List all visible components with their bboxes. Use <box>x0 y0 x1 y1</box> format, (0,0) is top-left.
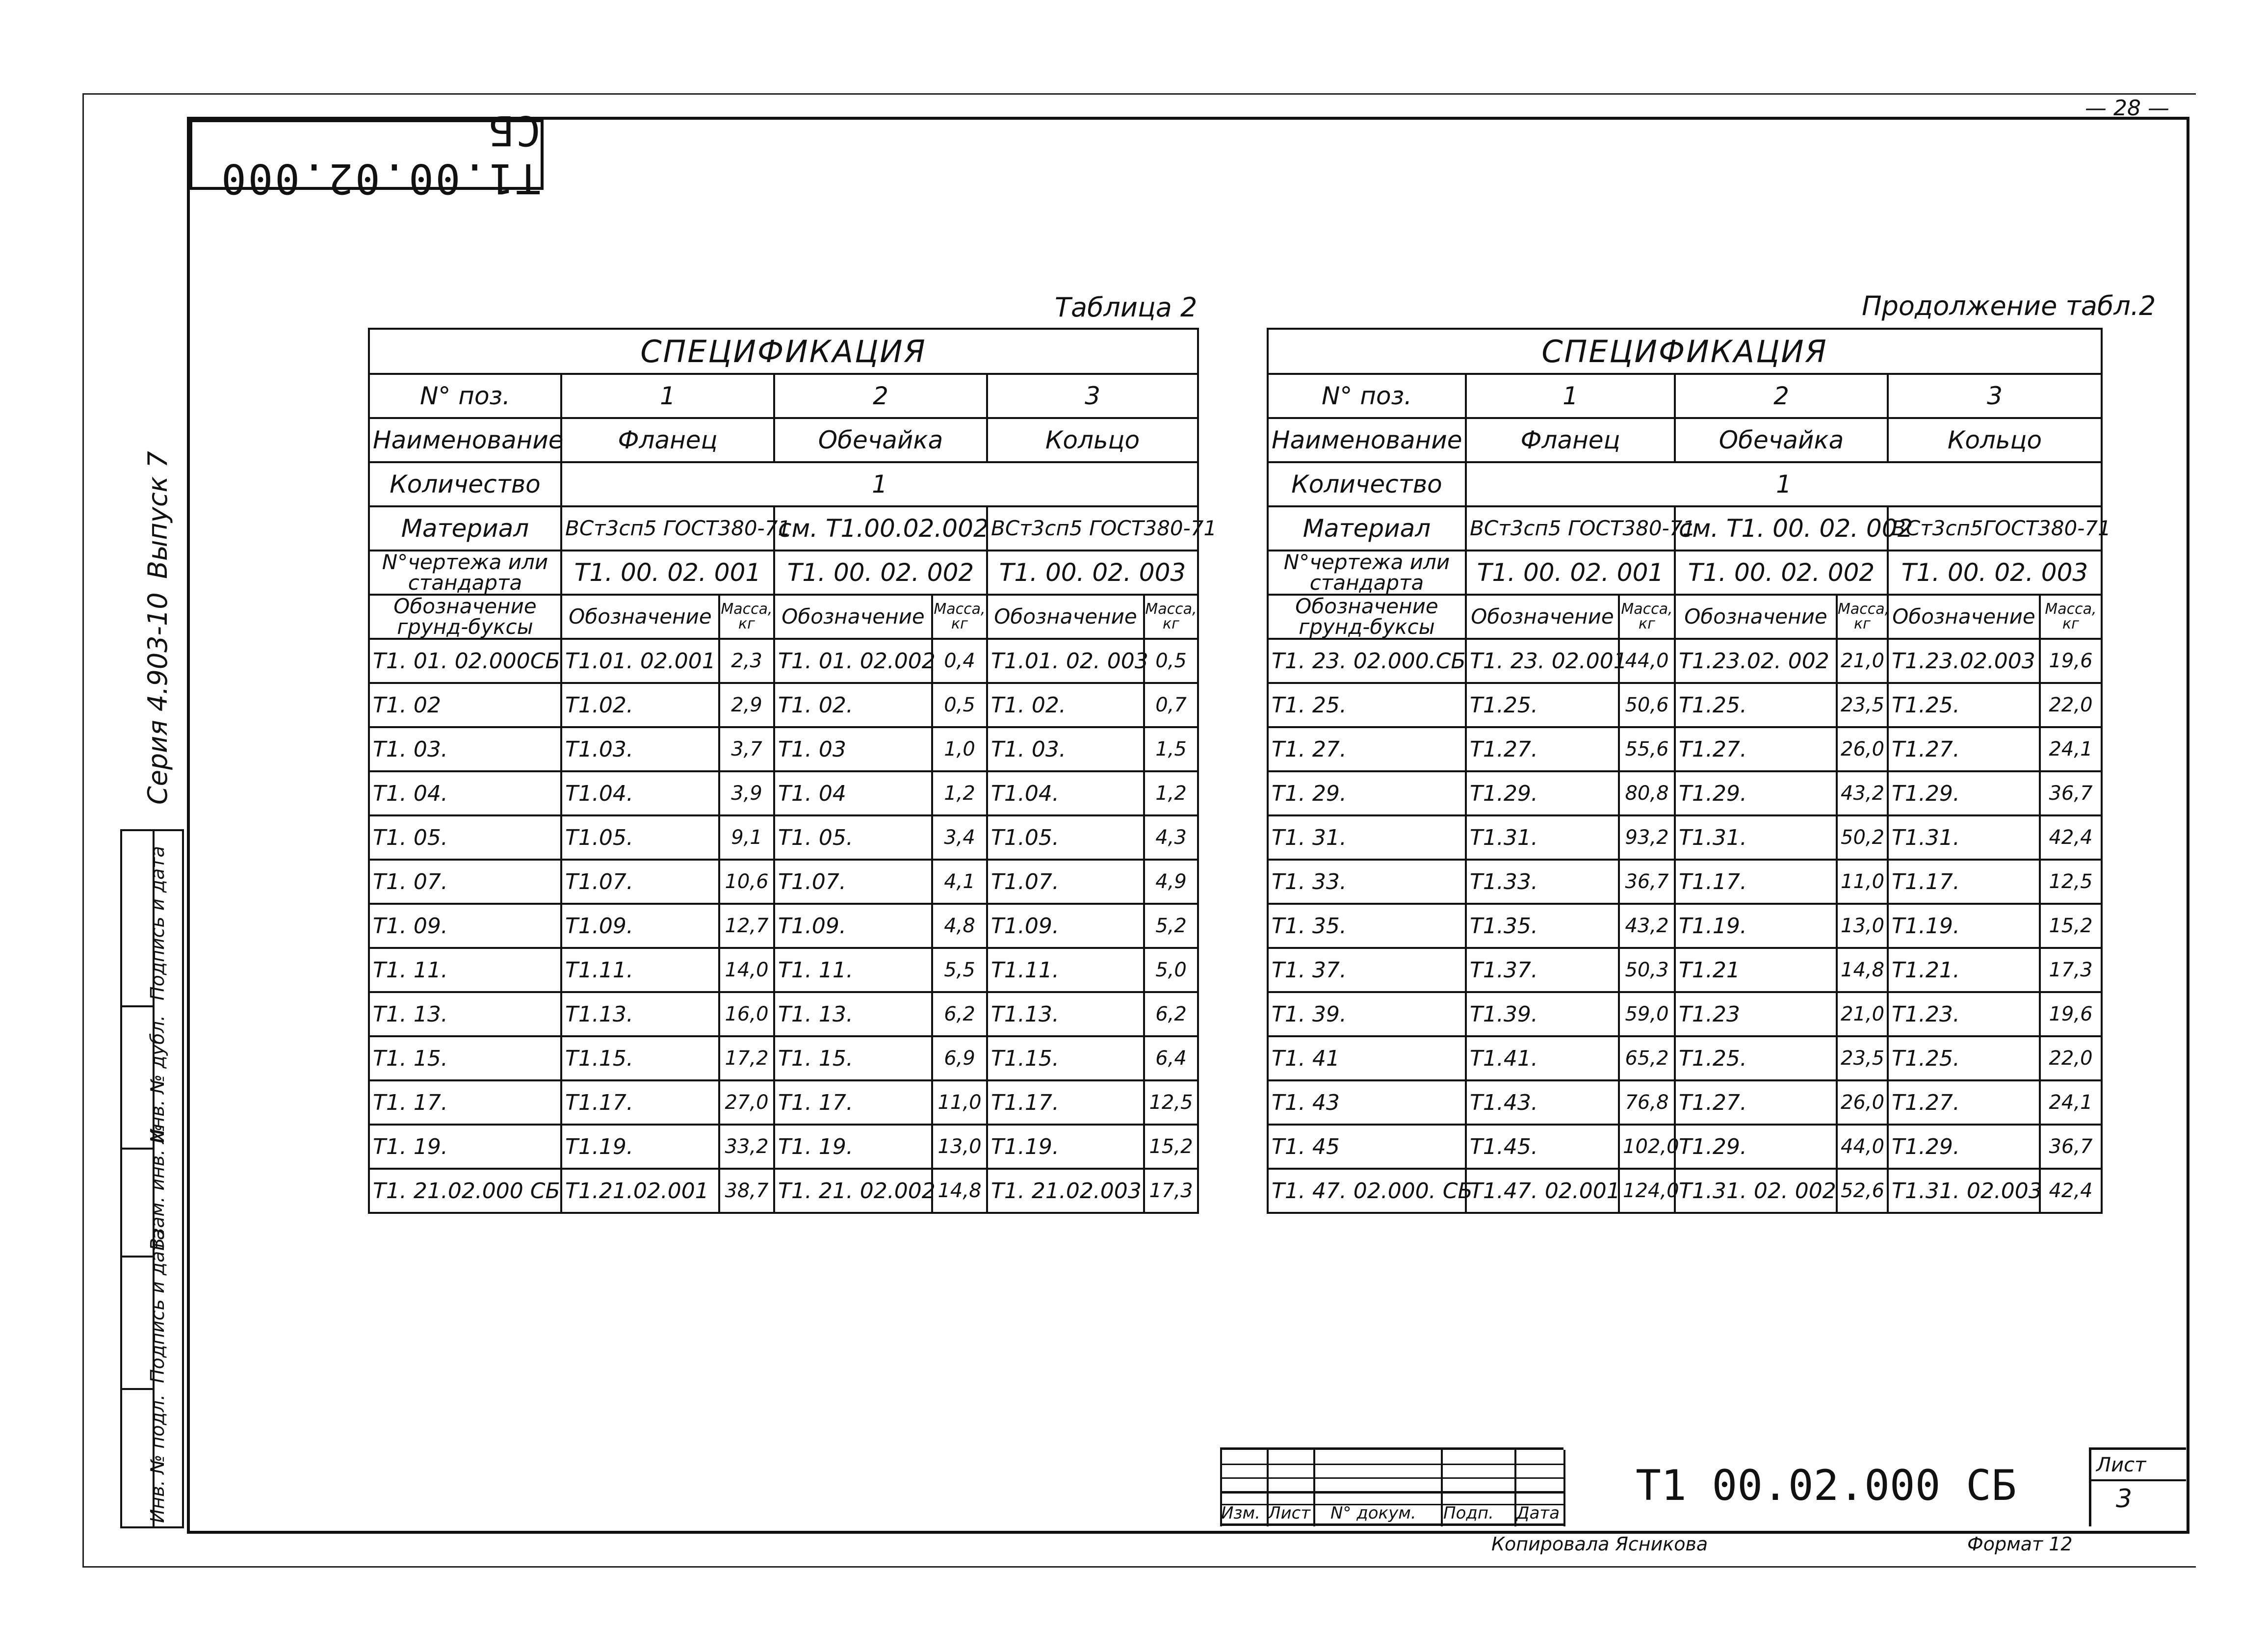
left-name-3: Кольцо <box>987 418 1198 462</box>
left-material-1: ВСт3сп5 ГОСТ380-71 <box>561 506 774 551</box>
designation-cell: Т1.13. <box>561 992 719 1036</box>
right-qty: 1 <box>1466 462 2102 506</box>
right-hdr-mass-2: Масса, кг <box>1837 595 1888 639</box>
designation-cell: Т1.01. 02.001 <box>561 639 719 683</box>
right-material-1: ВСт3сп5 ГОСТ380-71 <box>1466 506 1675 551</box>
inverted-stamp-code: Т1.00.02.000 СБ <box>219 106 541 203</box>
grund-designation-cell: Т1. 23. 02.000.СБ <box>1268 639 1466 683</box>
designation-cell: Т1.23 <box>1675 992 1837 1036</box>
mass-cell: 5,0 <box>1144 948 1198 992</box>
designation-cell: Т1. 15. <box>774 1036 932 1080</box>
grund-designation-cell: Т1. 39. <box>1268 992 1466 1036</box>
designation-cell: Т1.25. <box>1466 683 1619 727</box>
left-table-row <box>369 1036 1198 1080</box>
designation-cell: Т1.25. <box>1888 1036 2040 1080</box>
mass-cell: 55,6 <box>1619 727 1675 771</box>
mass-cell: 102,0 <box>1619 1125 1675 1169</box>
designation-cell: Т1.27. <box>1466 727 1619 771</box>
designation-cell: Т1.03. <box>561 727 719 771</box>
mass-cell: 6,2 <box>932 992 987 1036</box>
strip-label-signature-1: Подпись и дата <box>147 1229 168 1383</box>
grund-designation-cell: Т1. 02 <box>369 683 561 727</box>
designation-cell: Т1.19. <box>1675 904 1837 948</box>
mass-cell: 15,2 <box>2040 904 2102 948</box>
designation-cell: Т1.02. <box>561 683 719 727</box>
designation-cell: Т1.15. <box>561 1036 719 1080</box>
strip-label-inv-dubl: Инв. № дубл. <box>147 1015 168 1143</box>
mass-cell: 10,6 <box>719 860 774 904</box>
mass-cell: 6,4 <box>1144 1036 1198 1080</box>
right-hdr-qty: Количество <box>1268 462 1466 506</box>
grund-designation-cell: Т1. 09. <box>369 904 561 948</box>
left-table-row <box>369 815 1198 860</box>
left-pos-1: 1 <box>561 374 774 418</box>
designation-cell: Т1.17. <box>987 1080 1144 1125</box>
tb-label-izm: Изм. <box>1221 1503 1260 1523</box>
right-table-row <box>1268 948 2102 992</box>
left-drawing-1: Т1. 00. 02. 001 <box>561 551 774 595</box>
mass-cell: 4,3 <box>1144 815 1198 860</box>
mass-cell: 17,2 <box>719 1036 774 1080</box>
designation-cell: Т1.21.02.001 <box>561 1169 719 1213</box>
designation-cell: Т1.43. <box>1466 1080 1619 1125</box>
designation-cell: Т1. 04 <box>774 771 932 815</box>
grund-designation-cell: Т1. 27. <box>1268 727 1466 771</box>
designation-cell: Т1. 19. <box>774 1125 932 1169</box>
left-hdr-qty: Количество <box>369 462 561 506</box>
designation-cell: Т1.29. <box>1675 771 1837 815</box>
right-drawing-1: Т1. 00. 02. 001 <box>1466 551 1675 595</box>
grund-designation-cell: Т1. 13. <box>369 992 561 1036</box>
designation-cell: Т1.09. <box>987 904 1144 948</box>
designation-cell: Т1.45. <box>1466 1125 1619 1169</box>
designation-cell: Т1.04. <box>561 771 719 815</box>
mass-cell: 65,2 <box>1619 1036 1675 1080</box>
page-number: — 28 — <box>2085 96 2169 121</box>
mass-cell: 3,9 <box>719 771 774 815</box>
mass-cell: 42,4 <box>2040 1169 2102 1213</box>
mass-cell: 13,0 <box>1837 904 1888 948</box>
right-rows <box>1268 639 2102 1213</box>
left-title: СПЕЦИФИКАЦИЯ <box>369 329 1198 374</box>
right-hdr-des-3: Обозначение <box>1888 595 2040 639</box>
right-pos-1: 1 <box>1466 374 1675 418</box>
mass-cell: 2,9 <box>719 683 774 727</box>
designation-cell: Т1.47. 02.001 <box>1466 1169 1619 1213</box>
grund-designation-cell: Т1. 33. <box>1268 860 1466 904</box>
mass-cell: 26,0 <box>1837 1080 1888 1125</box>
mass-cell: 23,5 <box>1837 1036 1888 1080</box>
designation-cell: Т1. 21.02.003 <box>987 1169 1144 1213</box>
right-hdr-des-1: Обозначение <box>1466 595 1619 639</box>
mass-cell: 16,0 <box>719 992 774 1036</box>
grund-designation-cell: Т1. 03. <box>369 727 561 771</box>
mass-cell: 43,2 <box>1837 771 1888 815</box>
right-table-row <box>1268 815 2102 860</box>
mass-cell: 5,2 <box>1144 904 1198 948</box>
mass-cell: 0,4 <box>932 639 987 683</box>
mass-cell: 93,2 <box>1619 815 1675 860</box>
left-strip <box>120 829 184 1528</box>
mass-cell: 19,6 <box>2040 992 2102 1036</box>
left-table-row <box>369 727 1198 771</box>
right-hdr-name: Наименование <box>1268 418 1466 462</box>
designation-cell: Т1. 21. 02.002 <box>774 1169 932 1213</box>
designation-cell: Т1. 03. <box>987 727 1144 771</box>
right-hdr-pos: N° поз. <box>1268 374 1466 418</box>
mass-cell: 21,0 <box>1837 639 1888 683</box>
mass-cell: 36,7 <box>1619 860 1675 904</box>
left-hdr-drawing: N°чертежа или стандарта <box>369 551 561 595</box>
designation-cell: Т1.25. <box>1675 1036 1837 1080</box>
left-table-row <box>369 683 1198 727</box>
grund-designation-cell: Т1. 19. <box>369 1125 561 1169</box>
right-table-row <box>1268 904 2102 948</box>
right-table-row <box>1268 1169 2102 1213</box>
grund-designation-cell: Т1. 05. <box>369 815 561 860</box>
designation-cell: Т1. 05. <box>774 815 932 860</box>
mass-cell: 23,5 <box>1837 683 1888 727</box>
designation-cell: Т1.19. <box>561 1125 719 1169</box>
mass-cell: 3,4 <box>932 815 987 860</box>
mass-cell: 2,3 <box>719 639 774 683</box>
left-hdr-des-2: Обозначение <box>774 595 932 639</box>
mass-cell: 12,5 <box>1144 1080 1198 1125</box>
designation-cell: Т1.29. <box>1466 771 1619 815</box>
mass-cell: 36,7 <box>2040 771 2102 815</box>
designation-cell: Т1.04. <box>987 771 1144 815</box>
mass-cell: 11,0 <box>932 1080 987 1125</box>
grund-designation-cell: Т1. 41 <box>1268 1036 1466 1080</box>
right-table-caption: Продолжение табл.2 <box>1862 290 2156 321</box>
grund-designation-cell: Т1. 37. <box>1268 948 1466 992</box>
right-name-2: Обечайка <box>1675 418 1888 462</box>
designation-cell: Т1.23.02. 002 <box>1675 639 1837 683</box>
mass-cell: 44,0 <box>1619 639 1675 683</box>
grund-designation-cell: Т1. 11. <box>369 948 561 992</box>
right-material-2: см. Т1. 00. 02. 002 <box>1675 506 1888 551</box>
left-table-row <box>369 992 1198 1036</box>
mass-cell: 1,5 <box>1144 727 1198 771</box>
designation-cell: Т1.29. <box>1888 771 2040 815</box>
right-hdr-grund: Обозначение грунд-буксы <box>1268 595 1466 639</box>
mass-cell: 0,7 <box>1144 683 1198 727</box>
inverted-stamp-box <box>189 106 544 203</box>
designation-cell: Т1. 17. <box>774 1080 932 1125</box>
designation-cell: Т1.27. <box>1888 727 2040 771</box>
mass-cell: 27,0 <box>719 1080 774 1125</box>
tb-label-sign: Подп. <box>1443 1503 1494 1523</box>
mass-cell: 0,5 <box>932 683 987 727</box>
grund-designation-cell: Т1. 21.02.000 СБ <box>369 1169 561 1213</box>
mass-cell: 0,5 <box>1144 639 1198 683</box>
grund-designation-cell: Т1. 15. <box>369 1036 561 1080</box>
grund-designation-cell: Т1. 31. <box>1268 815 1466 860</box>
designation-cell: Т1.25. <box>1675 683 1837 727</box>
designation-cell: Т1.41. <box>1466 1036 1619 1080</box>
right-material-3: ВСт3сп5ГОСТ380-71 <box>1888 506 2102 551</box>
tb-sheet-label: Лист <box>2096 1454 2146 1476</box>
strip-label-signature-2: Подпись и дата <box>147 846 168 1000</box>
left-pos-2: 2 <box>774 374 987 418</box>
mass-cell: 1,0 <box>932 727 987 771</box>
mass-cell: 19,6 <box>2040 639 2102 683</box>
designation-cell: Т1.31. 02.003 <box>1888 1169 2040 1213</box>
right-hdr-material: Материал <box>1268 506 1466 551</box>
designation-cell: Т1. 11. <box>774 948 932 992</box>
side-issue: Выпуск 7 <box>142 451 173 579</box>
left-hdr-grund: Обозначение грунд-буксы <box>369 595 561 639</box>
designation-cell: Т1. 02. <box>987 683 1144 727</box>
designation-cell: Т1.07. <box>561 860 719 904</box>
designation-cell: Т1.01. 02. 003 <box>987 639 1144 683</box>
mass-cell: 21,0 <box>1837 992 1888 1036</box>
designation-cell: Т1.35. <box>1466 904 1619 948</box>
left-table-row <box>369 639 1198 683</box>
mass-cell: 14,8 <box>932 1169 987 1213</box>
right-spec-table <box>1267 328 2111 1214</box>
mass-cell: 38,7 <box>719 1169 774 1213</box>
designation-cell: Т1. 13. <box>774 992 932 1036</box>
right-hdr-mass-1: Масса, кг <box>1619 595 1675 639</box>
mass-cell: 22,0 <box>2040 683 2102 727</box>
grund-designation-cell: Т1. 01. 02.000СБ <box>369 639 561 683</box>
title-block <box>1220 1447 2184 1524</box>
right-table-row <box>1268 1125 2102 1169</box>
designation-cell: Т1.27. <box>1675 1080 1837 1125</box>
designation-cell: Т1. 23. 02.001 <box>1466 639 1619 683</box>
mass-cell: 76,8 <box>1619 1080 1675 1125</box>
designation-cell: Т1.19. <box>987 1125 1144 1169</box>
mass-cell: 9,1 <box>719 815 774 860</box>
right-table-row <box>1268 771 2102 815</box>
left-rows <box>369 639 1198 1213</box>
designation-cell: Т1.17. <box>1888 860 2040 904</box>
mass-cell: 50,6 <box>1619 683 1675 727</box>
left-hdr-material: Материал <box>369 506 561 551</box>
right-table-row <box>1268 992 2102 1036</box>
mass-cell: 12,7 <box>719 904 774 948</box>
grund-designation-cell: Т1. 04. <box>369 771 561 815</box>
mass-cell: 17,3 <box>2040 948 2102 992</box>
designation-cell: Т1.13. <box>987 992 1144 1036</box>
mass-cell: 26,0 <box>1837 727 1888 771</box>
left-qty: 1 <box>561 462 1198 506</box>
right-hdr-des-2: Обозначение <box>1675 595 1837 639</box>
mass-cell: 6,9 <box>932 1036 987 1080</box>
left-hdr-pos: N° поз. <box>369 374 561 418</box>
strip-label-vzam-inv: Взам. инв. № <box>147 1124 168 1251</box>
right-table-row <box>1268 860 2102 904</box>
designation-cell: Т1.09. <box>774 904 932 948</box>
mass-cell: 4,8 <box>932 904 987 948</box>
tb-label-list: Лист <box>1268 1503 1311 1523</box>
mass-cell: 36,7 <box>2040 1125 2102 1169</box>
grund-designation-cell: Т1. 45 <box>1268 1125 1466 1169</box>
grund-designation-cell: Т1. 47. 02.000. СБ <box>1268 1169 1466 1213</box>
designation-cell: Т1.31. <box>1466 815 1619 860</box>
designation-cell: Т1.37. <box>1466 948 1619 992</box>
designation-cell: Т1. 02. <box>774 683 932 727</box>
mass-cell: 33,2 <box>719 1125 774 1169</box>
designation-cell: Т1.17. <box>1675 860 1837 904</box>
designation-cell: Т1.05. <box>987 815 1144 860</box>
designation-cell: Т1.39. <box>1466 992 1619 1036</box>
designation-cell: Т1.11. <box>987 948 1144 992</box>
right-table-row <box>1268 1080 2102 1125</box>
left-name-2: Обечайка <box>774 418 987 462</box>
left-table-caption: Таблица 2 <box>1055 292 1198 323</box>
grund-designation-cell: Т1. 17. <box>369 1080 561 1125</box>
grund-designation-cell: Т1. 25. <box>1268 683 1466 727</box>
grund-designation-cell: Т1. 35. <box>1268 904 1466 948</box>
left-material-2: см. Т1.00.02.002 <box>774 506 987 551</box>
designation-cell: Т1.17. <box>561 1080 719 1125</box>
left-table-row <box>369 948 1198 992</box>
tb-sheet-box <box>2089 1447 2186 1526</box>
mass-cell: 22,0 <box>2040 1036 2102 1080</box>
side-series: Серия 4.903-10 <box>142 592 173 805</box>
right-title: СПЕЦИФИКАЦИЯ <box>1268 329 2102 374</box>
left-hdr-mass-1: Масса, кг <box>719 595 774 639</box>
left-hdr-mass-2: Масса, кг <box>932 595 987 639</box>
mass-cell: 59,0 <box>1619 992 1675 1036</box>
left-material-3: ВСт3сп5 ГОСТ380-71 <box>987 506 1198 551</box>
left-spec-table <box>368 328 1217 1214</box>
mass-cell: 12,5 <box>2040 860 2102 904</box>
right-hdr-mass-3: Масса, кг <box>2040 595 2102 639</box>
designation-cell: Т1.07. <box>987 860 1144 904</box>
tb-label-date: Дата <box>1516 1503 1560 1523</box>
footer-format: Формат 12 <box>1967 1533 2073 1555</box>
strip-label-inv-podl: Инв. № подл. <box>147 1394 168 1523</box>
designation-cell: Т1.33. <box>1466 860 1619 904</box>
designation-cell: Т1.31. <box>1888 815 2040 860</box>
designation-cell: Т1.23. <box>1888 992 2040 1036</box>
mass-cell: 43,2 <box>1619 904 1675 948</box>
designation-cell: Т1.31. 02. 002 <box>1675 1169 1837 1213</box>
grund-designation-cell: Т1. 07. <box>369 860 561 904</box>
grund-designation-cell: Т1. 43 <box>1268 1080 1466 1125</box>
mass-cell: 11,0 <box>1837 860 1888 904</box>
mass-cell: 52,6 <box>1837 1169 1888 1213</box>
left-pos-3: 3 <box>987 374 1198 418</box>
designation-cell: Т1.21. <box>1888 948 2040 992</box>
designation-cell: Т1.19. <box>1888 904 2040 948</box>
mass-cell: 50,3 <box>1619 948 1675 992</box>
right-drawing-2: Т1. 00. 02. 002 <box>1675 551 1888 595</box>
grund-designation-cell: Т1. 29. <box>1268 771 1466 815</box>
right-drawing-3: Т1. 00. 02. 003 <box>1888 551 2102 595</box>
right-table-row <box>1268 683 2102 727</box>
right-name-3: Кольцо <box>1888 418 2102 462</box>
left-table-row <box>369 1169 1198 1213</box>
mass-cell: 4,9 <box>1144 860 1198 904</box>
left-hdr-mass-3: Масса, кг <box>1144 595 1198 639</box>
left-name-1: Фланец <box>561 418 774 462</box>
left-table-row <box>369 771 1198 815</box>
left-hdr-des-3: Обозначение <box>987 595 1144 639</box>
left-drawing-2: Т1. 00. 02. 002 <box>774 551 987 595</box>
mass-cell: 14,8 <box>1837 948 1888 992</box>
right-pos-3: 3 <box>1888 374 2102 418</box>
tb-label-doc-no: N° докум. <box>1330 1503 1416 1523</box>
mass-cell: 44,0 <box>1837 1125 1888 1169</box>
designation-cell: Т1.27. <box>1888 1080 2040 1125</box>
left-hdr-name: Наименование <box>369 418 561 462</box>
right-hdr-drawing: N°чертежа или стандарта <box>1268 551 1466 595</box>
mass-cell: 15,2 <box>1144 1125 1198 1169</box>
mass-cell: 4,1 <box>932 860 987 904</box>
right-table-row <box>1268 639 2102 683</box>
mass-cell: 17,3 <box>1144 1169 1198 1213</box>
mass-cell: 14,0 <box>719 948 774 992</box>
left-table-row <box>369 860 1198 904</box>
right-pos-2: 2 <box>1675 374 1888 418</box>
right-name-1: Фланец <box>1466 418 1675 462</box>
left-table-row <box>369 1080 1198 1125</box>
mass-cell: 3,7 <box>719 727 774 771</box>
designation-cell: Т1.05. <box>561 815 719 860</box>
mass-cell: 13,0 <box>932 1125 987 1169</box>
mass-cell: 24,1 <box>2040 1080 2102 1125</box>
designation-cell: Т1. 01. 02.002 <box>774 639 932 683</box>
left-table-row <box>369 1125 1198 1169</box>
designation-cell: Т1.25. <box>1888 683 2040 727</box>
designation-cell: Т1.31. <box>1675 815 1837 860</box>
footer-copied-by: Копировала Ясникова <box>1491 1533 1708 1555</box>
designation-cell: Т1.09. <box>561 904 719 948</box>
designation-cell: Т1.29. <box>1888 1125 2040 1169</box>
right-table-row <box>1268 727 2102 771</box>
designation-cell: Т1.07. <box>774 860 932 904</box>
mass-cell: 124,0 <box>1619 1169 1675 1213</box>
designation-cell: Т1. 03 <box>774 727 932 771</box>
mass-cell: 80,8 <box>1619 771 1675 815</box>
tb-code: Т1 00.02.000 СБ <box>1636 1461 2017 1510</box>
mass-cell: 24,1 <box>2040 727 2102 771</box>
designation-cell: Т1.15. <box>987 1036 1144 1080</box>
designation-cell: Т1.29. <box>1675 1125 1837 1169</box>
mass-cell: 50,2 <box>1837 815 1888 860</box>
designation-cell: Т1.27. <box>1675 727 1837 771</box>
mass-cell: 6,2 <box>1144 992 1198 1036</box>
mass-cell: 42,4 <box>2040 815 2102 860</box>
right-table-row <box>1268 1036 2102 1080</box>
left-drawing-3: Т1. 00. 02. 003 <box>987 551 1198 595</box>
designation-cell: Т1.21 <box>1675 948 1837 992</box>
designation-cell: Т1.11. <box>561 948 719 992</box>
mass-cell: 1,2 <box>1144 771 1198 815</box>
designation-cell: Т1.23.02.003 <box>1888 639 2040 683</box>
left-table-row <box>369 904 1198 948</box>
left-hdr-des-1: Обозначение <box>561 595 719 639</box>
tb-sheet-number: 3 <box>2116 1484 2133 1514</box>
mass-cell: 5,5 <box>932 948 987 992</box>
mass-cell: 1,2 <box>932 771 987 815</box>
